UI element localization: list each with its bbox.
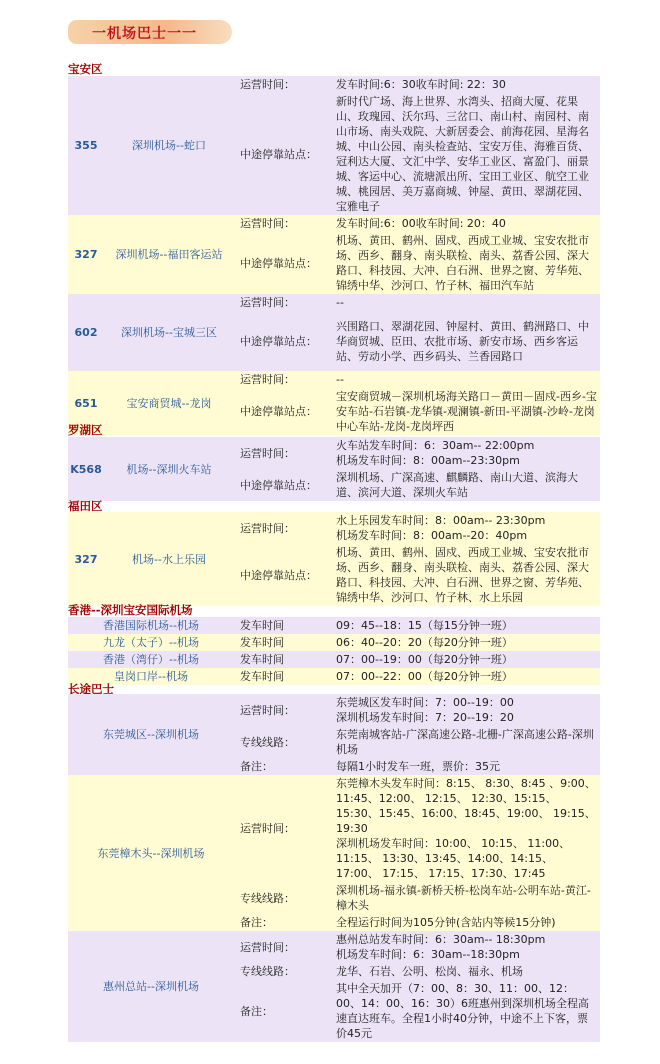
depart-time: 07：00--22：00（每20分钟一班） (336, 670, 513, 683)
depart-time: 07：00--19：00（每20分钟一班） (336, 653, 513, 666)
hours-line-1: 东莞樟木头发车时间：8:15、 8:30、8:45 、9:00、 11:45、12:00、 12:15、 12:30、15:15、15:30、15:45、16:00、18:45、19:00、 19:15、 19:30 (336, 777, 596, 835)
futian-table (68, 512, 600, 606)
hours-value (334, 931, 600, 963)
baoan-table (68, 76, 600, 435)
note-value: 其中全天加开（7：00、8：30、11：00、12：00、14：00、16：30）6班惠州到深圳机场全程高速直达班车。全程1小时40分钟，中途不上下客，票价45元 (336, 982, 589, 1040)
hours-label: 运营时间： (240, 217, 295, 230)
route-label: 专线线路： (240, 965, 295, 978)
note-label: 备注： (240, 1004, 273, 1018)
hours-line-2: 机场发车时间：8：00am--20：40pm (336, 529, 528, 542)
section-title-hk: 香港--深圳宝安国际机场 (68, 603, 193, 617)
route-name[interactable]: 深圳机场--宝城三区 (121, 326, 217, 339)
route-number: 651 (74, 396, 98, 410)
hours-label: 运营时间： (240, 296, 295, 309)
route-number: 327 (74, 552, 98, 566)
hours-value: 发车时间:6：30收车时间: 22：30 (336, 78, 506, 91)
stops-label: 中途停靠站点： (240, 405, 317, 418)
hk-table (68, 617, 600, 685)
section-title-longdistance: 长途巴士 (68, 682, 114, 696)
hours-label: 运营时间： (240, 940, 295, 954)
stops-value: 兴围路口、翠湖花园、钟屋村、黄田、鹤洲路口、中华商贸城、臣田、农批市场、新安市场、西乡客运站、劳动小学、西乡码头、兰香园路口 (336, 319, 589, 363)
stops-label: 中途停靠站点： (240, 334, 317, 348)
route-number: K568 (70, 462, 102, 476)
note-value: 全程运行时间为105分钟(含站内等候15分钟) (336, 916, 556, 929)
route-line: 东莞南城客站-广深高速公路-北栅-广深高速公路-深圳机场 (336, 728, 594, 756)
banner-title: 一机场巴士一一 (92, 26, 197, 42)
depart-time: 09：45--18：15（每15分钟一班） (336, 619, 513, 632)
hours-label: 运营时间： (240, 703, 295, 717)
hk-route-name[interactable]: 香港国际机场--机场 (103, 619, 199, 632)
section-title-baoan: 宝安区 (68, 62, 103, 76)
route-name[interactable]: 机场--水上乐园 (132, 552, 206, 566)
note-label: 备注： (240, 916, 273, 929)
hours-label: 运营时间： (240, 521, 295, 535)
ld-route-name[interactable]: 东莞城区--深圳机场 (103, 728, 199, 741)
ld-route-name[interactable]: 东莞樟木头--深圳机场 (97, 846, 205, 860)
route-label: 专线线路： (240, 735, 295, 749)
hours-label: 运营时间： (240, 373, 295, 386)
hours-value (334, 437, 600, 469)
hours-line-2: 机场发车时间：8：00am--23:30pm (336, 454, 520, 467)
hk-route-name[interactable]: 九龙（太子）--机场 (103, 636, 199, 649)
hk-route-name[interactable]: 香港（湾仔）--机场 (103, 653, 199, 666)
route-number: 602 (74, 326, 98, 339)
route-label: 专线线路： (240, 891, 295, 905)
depart-label: 发车时间 (240, 636, 284, 649)
hours-value: 发车时间:6：00收车时间: 20：40 (336, 217, 506, 230)
hours-value (334, 512, 600, 544)
hours-value: -- (336, 296, 344, 309)
route-name[interactable]: 机场--深圳火车站 (126, 462, 212, 476)
note-label: 备注： (240, 760, 273, 773)
stops-value: 深圳机场、广深高速、麒麟路、南山大道、滨海大道、滨河大道、深圳火车站 (336, 471, 578, 499)
stops-value: 机场、黄田、鹤州、固戍、西成工业城、宝安农批市场、西乡、翻身、南头联检、南头、荔香公园、深大路口、科技园、大冲、白石洲、世界之窗、芳华苑、锦绣中华、沙河口、竹子林、福田汽车站 (336, 234, 589, 292)
hours-line-1: 东莞城区发车时间：7：00--19：00 (336, 696, 514, 709)
depart-label: 发车时间 (240, 653, 284, 666)
stops-label: 中途停靠站点： (240, 478, 317, 492)
note-value: 每隔1小时发车一班，票价：35元 (336, 760, 500, 773)
section-banner (68, 20, 232, 44)
route-line: 龙华、石岩、公明、松岗、福永、机场 (336, 965, 523, 978)
route-number: 327 (74, 248, 98, 261)
stops-label: 中途停靠站点： (240, 568, 317, 582)
hours-label: 运营时间： (240, 78, 295, 91)
hours-line-2: 机场发车时间：6：30am--18:30pm (336, 948, 520, 961)
hours-label: 运营时间： (240, 446, 295, 460)
depart-label: 发车时间 (240, 619, 284, 632)
route-name[interactable]: 深圳机场--蛇口 (132, 139, 206, 152)
ld-route-name[interactable]: 惠州总站--深圳机场 (103, 980, 199, 993)
depart-label: 发车时间 (240, 670, 284, 683)
hours-line-1: 火车站发车时间：6：30am-- 22:00pm (336, 439, 535, 452)
hk-route-name[interactable]: 皇岗口岸--机场 (114, 670, 188, 683)
hours-label: 运营时间： (240, 822, 295, 835)
route-name[interactable]: 宝安商贸城--龙岗 (126, 396, 212, 410)
stops-value: 机场、黄田、鹤州、固戍、西成工业城、宝安农批市场、西乡、翻身、南头联检、南头、荔香公园、深大路口、科技园、大冲、白石洲、世界之窗、芳华苑、锦绣中华、沙河口、竹子林、水上乐园 (336, 546, 589, 604)
stops-label: 中途停靠站点： (240, 147, 317, 161)
hours-line-2: 深圳机场发车时间：10:00、 10:15、 11:00、11:15、 13:30、13:45、14:00、14:15、 17:00、 17:15、 17:15、17:30、17:45 (336, 837, 571, 880)
section-title-futian: 福田区 (68, 499, 103, 513)
stops-label: 中途停靠站点： (240, 256, 317, 270)
stops-value: 新时代广场、海上世界、水湾头、招商大厦、花果山、玫瑰园、沃尔玛、三岔口、南山村、南园村、南山市场、南头戏院、大新居委会、前海花园、星海名城、中山公园、南头检查站、宝安万佳、海雅百货、冠利达大厦、文汇中学、安华工业区、富盈门、丽景城、客运中心、流塘派出所、宝田工业区、航空工业城、桃园居、美万嘉商城、钟屋、黄田、翠湖花园、宝雅电子 (336, 95, 589, 213)
hours-value (334, 775, 600, 882)
section-title-luohu: 罗湖区 (68, 423, 103, 437)
route-line: 深圳机场-福永镇-新桥天桥-松岗车站-公明车站-黄江-樟木头 (336, 884, 591, 912)
hours-value: -- (336, 373, 344, 386)
stops-value: 宝安商贸城－深圳机场海关路口－黄田－固戍-西乡-宝安车站-石岩镇-龙华镇-观澜镇-新田-平湖镇-沙岭-龙岗中心车站-龙岗-龙岗坪西 (336, 390, 597, 433)
route-number: 355 (74, 139, 98, 152)
longdistance-table (68, 694, 600, 1042)
hours-value (334, 694, 600, 726)
hours-line-1: 水上乐园发车时间：8：00am-- 23:30pm (336, 514, 546, 527)
hours-line-2: 深圳机场发车时间：7：20--19：20 (336, 711, 514, 724)
luohu-table (68, 437, 600, 501)
hours-line-1: 惠州总站发车时间：6：30am-- 18:30pm (336, 933, 546, 946)
route-name[interactable]: 深圳机场--福田客运站 (115, 248, 223, 261)
depart-time: 06：40--20：20（每20分钟一班） (336, 636, 513, 649)
